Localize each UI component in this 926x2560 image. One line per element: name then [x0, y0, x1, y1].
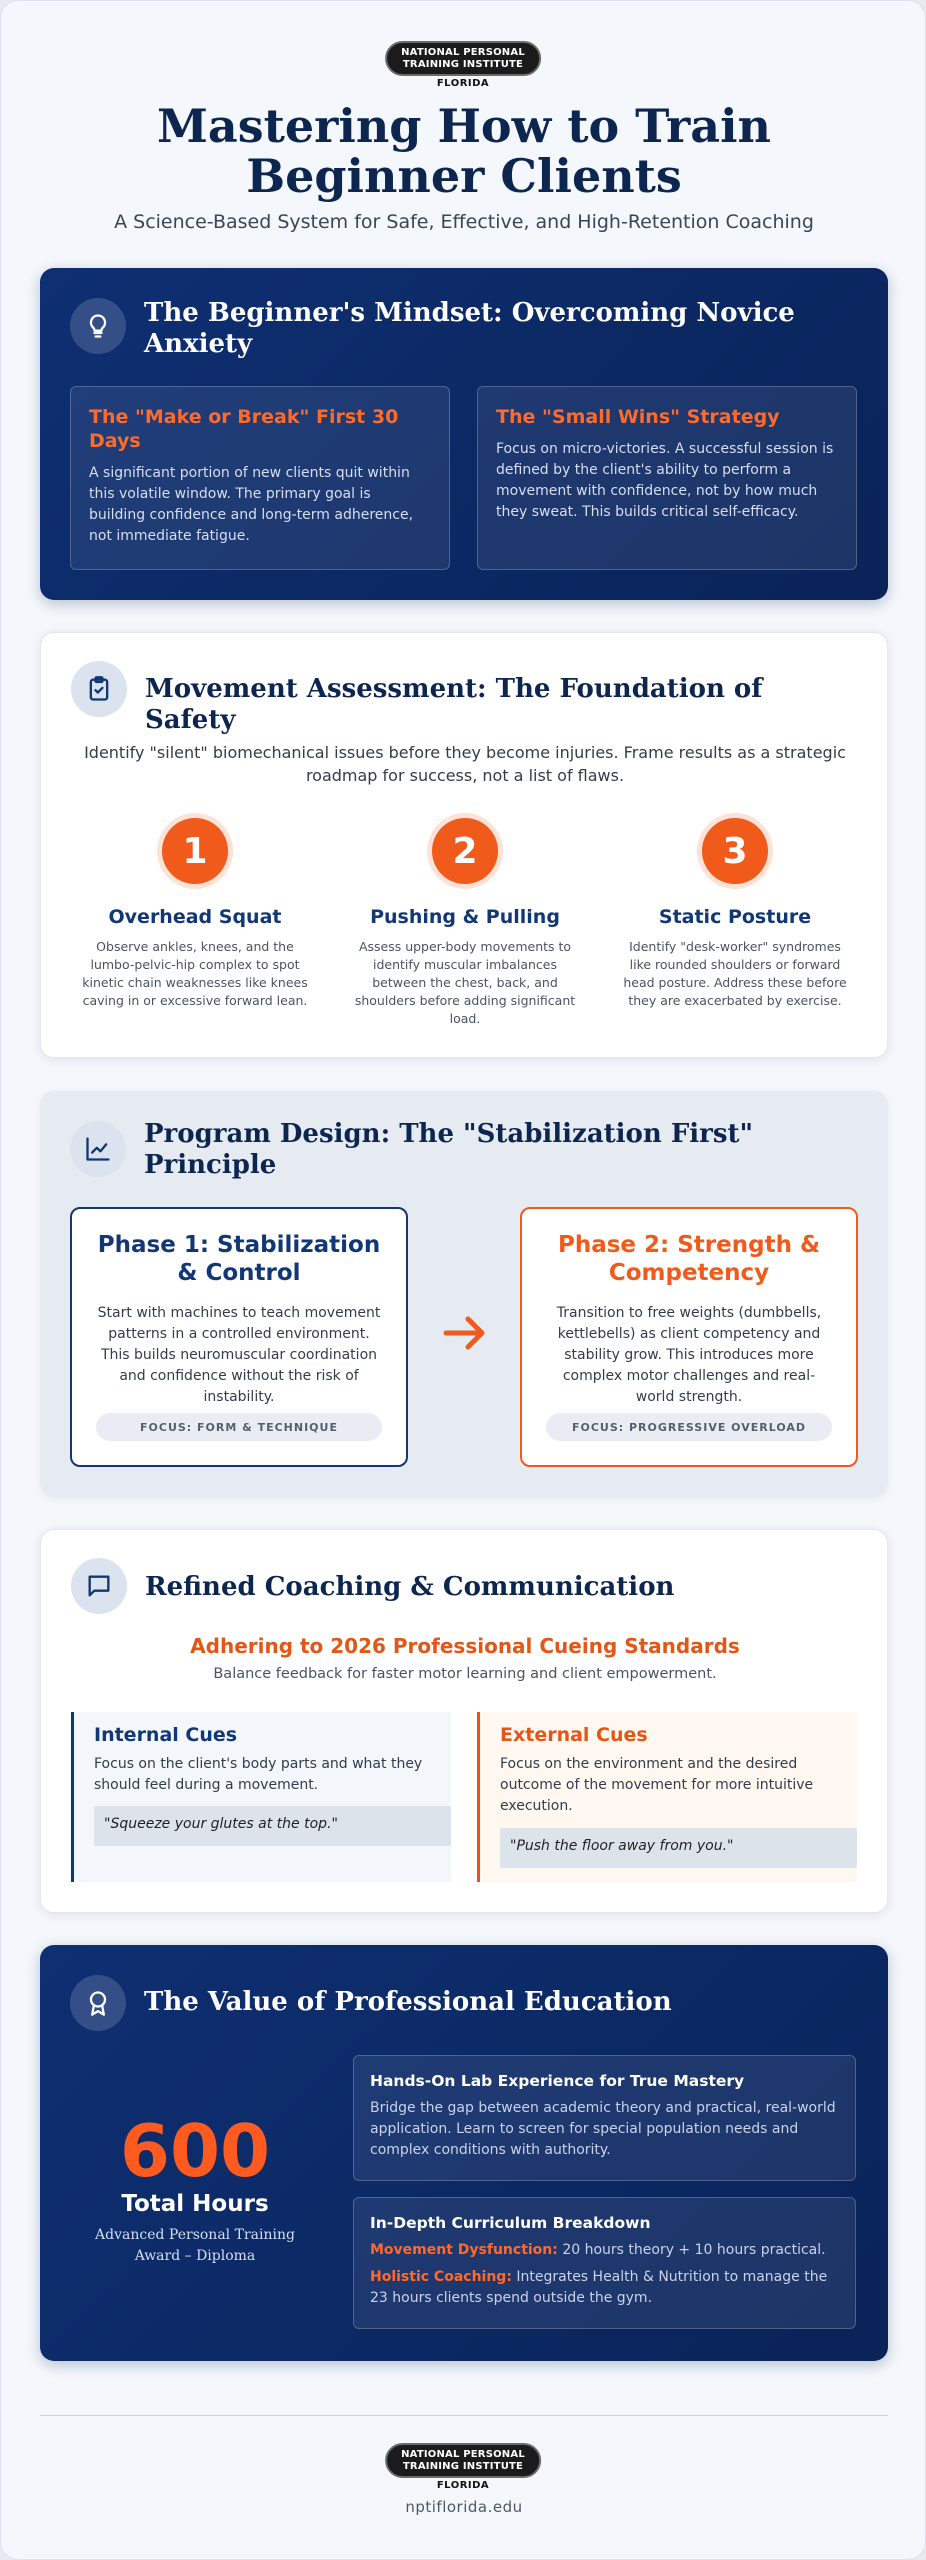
clipboard-check-icon: [71, 661, 127, 717]
mindset-card-text: Focus on micro-victories. A successful session is defined by the client's ability to perform a movement with confidence, not by how much they sweat. This builds critical self-efficacy.: [496, 441, 834, 520]
cue-quote: "Squeeze your glutes at the top.": [94, 1806, 451, 1846]
logo-subtext: FLORIDA: [436, 2480, 490, 2491]
coaching-title: Refined Coaching & Communication: [145, 1572, 675, 1602]
value-card-text: Bridge the gap between academic theory and practical, real-world application. Learn to screen for special population needs and complex conditions with authority.: [370, 2100, 836, 2158]
curriculum-line-holistic: [370, 2267, 839, 2309]
phase-focus-badge: FOCUS: PROGRESSIVE OVERLOAD: [546, 1413, 832, 1441]
internal-cues-card: [71, 1712, 451, 1882]
cue-title: External Cues: [500, 1724, 648, 1746]
step-title: Overhead Squat: [108, 906, 282, 928]
value-title: The Value of Professional Education: [144, 1987, 672, 2017]
lightbulb-icon: [70, 298, 126, 354]
step-text: Identify "desk-worker" syndromes like rounded shoulders or forward head posture. Address these before they are exacerbated by exercise.: [623, 939, 847, 1008]
value-card-heading: In-Depth Curriculum Breakdown: [370, 2214, 651, 2232]
phase-title: Phase 2: Strength & Competency: [557, 1232, 821, 1286]
curriculum-line-movement: [370, 2240, 839, 2261]
footer-website-link[interactable]: nptiflorida.edu: [405, 2498, 523, 2516]
mindset-card-small-wins: [477, 386, 857, 570]
page-title: Mastering How to Train Beginner Clients: [156, 99, 771, 203]
phase-text: Transition to free weights (dumbbells, kettlebells) as client competency and stability grow. This introduces more complex motor challenges and real-world strength.: [556, 1305, 822, 1405]
assessment-step-static-posture: [615, 818, 855, 1010]
cue-text: Focus on the client's body parts and what they should feel during a movement.: [94, 1756, 423, 1793]
phase-text: Start with machines to teach movement patterns in a controlled environment. This builds neuromuscular coordination and confidence without the risk of instability.: [97, 1305, 381, 1405]
hands-on-lab-card: [353, 2055, 856, 2181]
coaching-subheading: Balance feedback for faster motor learning and client empowerment.: [213, 1666, 717, 1682]
program-title: Program Design: The "Stabilization First" Principle: [144, 1119, 754, 1180]
curriculum-label: Movement Dysfunction:: [370, 2242, 558, 2258]
step-number-badge: 2: [432, 818, 498, 884]
arrow-right-icon: [442, 1313, 488, 1357]
education-value-section: [40, 1945, 888, 2361]
mindset-card-first-30-days: [70, 386, 450, 570]
curriculum-detail: Integrates Health & Nutrition to manage the 23 hours clients spend outside the gym.: [370, 2269, 828, 2306]
logo-line-2: TRAINING INSTITUTE: [402, 2461, 524, 2472]
line-chart-icon: [70, 1121, 126, 1177]
curriculum-detail: 20 hours theory + 10 hours practical.: [557, 2242, 826, 2258]
cue-title: Internal Cues: [94, 1724, 238, 1746]
footer-divider: [40, 2415, 888, 2416]
assessment-section: [40, 632, 888, 1058]
assessment-intro: Identify "silent" biomechanical issues before they become injuries. Frame results as a strategic roadmap for success, not a list of flaws.: [84, 743, 846, 785]
curriculum-breakdown-card: [353, 2197, 856, 2329]
step-number-badge: 3: [702, 818, 768, 884]
phase-1-card: [70, 1207, 408, 1467]
logo-line-1: NATIONAL PERSONAL: [401, 2449, 525, 2460]
award-ribbon-icon: [70, 1975, 126, 2031]
step-title: Pushing & Pulling: [370, 906, 560, 928]
total-hours-number: 600: [119, 2109, 271, 2193]
phase-focus-badge: FOCUS: FORM & TECHNIQUE: [96, 1413, 382, 1441]
mindset-card-heading: The "Make or Break" First 30 Days: [89, 406, 399, 452]
logo-line-2: TRAINING INSTITUTE: [402, 59, 524, 70]
page-subtitle: A Science-Based System for Safe, Effective, and High-Retention Coaching: [114, 211, 814, 233]
assessment-title: Movement Assessment: The Foundation of Safety: [145, 674, 763, 735]
mindset-card-text: A significant portion of new clients quit within this volatile window. The primary goal is building confidence and long-term adherence, not immediate fatigue.: [89, 465, 414, 544]
logo-badge: [385, 41, 541, 76]
footer-logo[interactable]: [385, 2443, 541, 2491]
step-text: Assess upper-body movements to identify muscular imbalances between the chest, back, and shoulders before adding significant load.: [354, 939, 576, 1026]
diploma-caption: Advanced Personal Training Award – Diploma: [95, 2227, 295, 2264]
phase-title: Phase 1: Stabilization & Control: [97, 1232, 381, 1286]
phase-2-card: [520, 1207, 858, 1467]
cue-quote: "Push the floor away from you.": [500, 1828, 857, 1868]
coaching-heading: Adhering to 2026 Professional Cueing Standards: [190, 1634, 740, 1658]
total-hours-label: Total Hours: [121, 2191, 269, 2217]
mindset-title: The Beginner's Mindset: Overcoming Novice Anxiety: [144, 298, 795, 359]
assessment-step-pushing-pulling: [345, 818, 585, 1028]
cue-text: Focus on the environment and the desired outcome of the movement for more intuitive execution.: [500, 1756, 814, 1814]
logo-subtext: FLORIDA: [436, 78, 490, 89]
chat-bubble-icon: [71, 1558, 127, 1614]
step-title: Static Posture: [658, 906, 812, 928]
step-number-badge: 1: [162, 818, 228, 884]
coaching-section: [40, 1529, 888, 1913]
program-design-section: [40, 1091, 888, 1497]
assessment-step-overhead-squat: [75, 818, 315, 1010]
value-card-heading: Hands-On Lab Experience for True Mastery: [370, 2072, 745, 2090]
total-hours-stat: [70, 2109, 320, 2267]
npti-logo[interactable]: [385, 41, 541, 89]
logo-badge: [385, 2443, 541, 2478]
step-text: Observe ankles, knees, and the lumbo-pelvic-hip complex to spot kinetic chain weaknesses like knees caving in or excessive forward lean.: [82, 939, 308, 1008]
mindset-card-heading: The "Small Wins" Strategy: [496, 406, 780, 428]
curriculum-label: Holistic Coaching:: [370, 2269, 512, 2285]
mindset-section: [40, 268, 888, 600]
logo-line-1: NATIONAL PERSONAL: [401, 47, 525, 58]
external-cues-card: [477, 1712, 857, 1882]
